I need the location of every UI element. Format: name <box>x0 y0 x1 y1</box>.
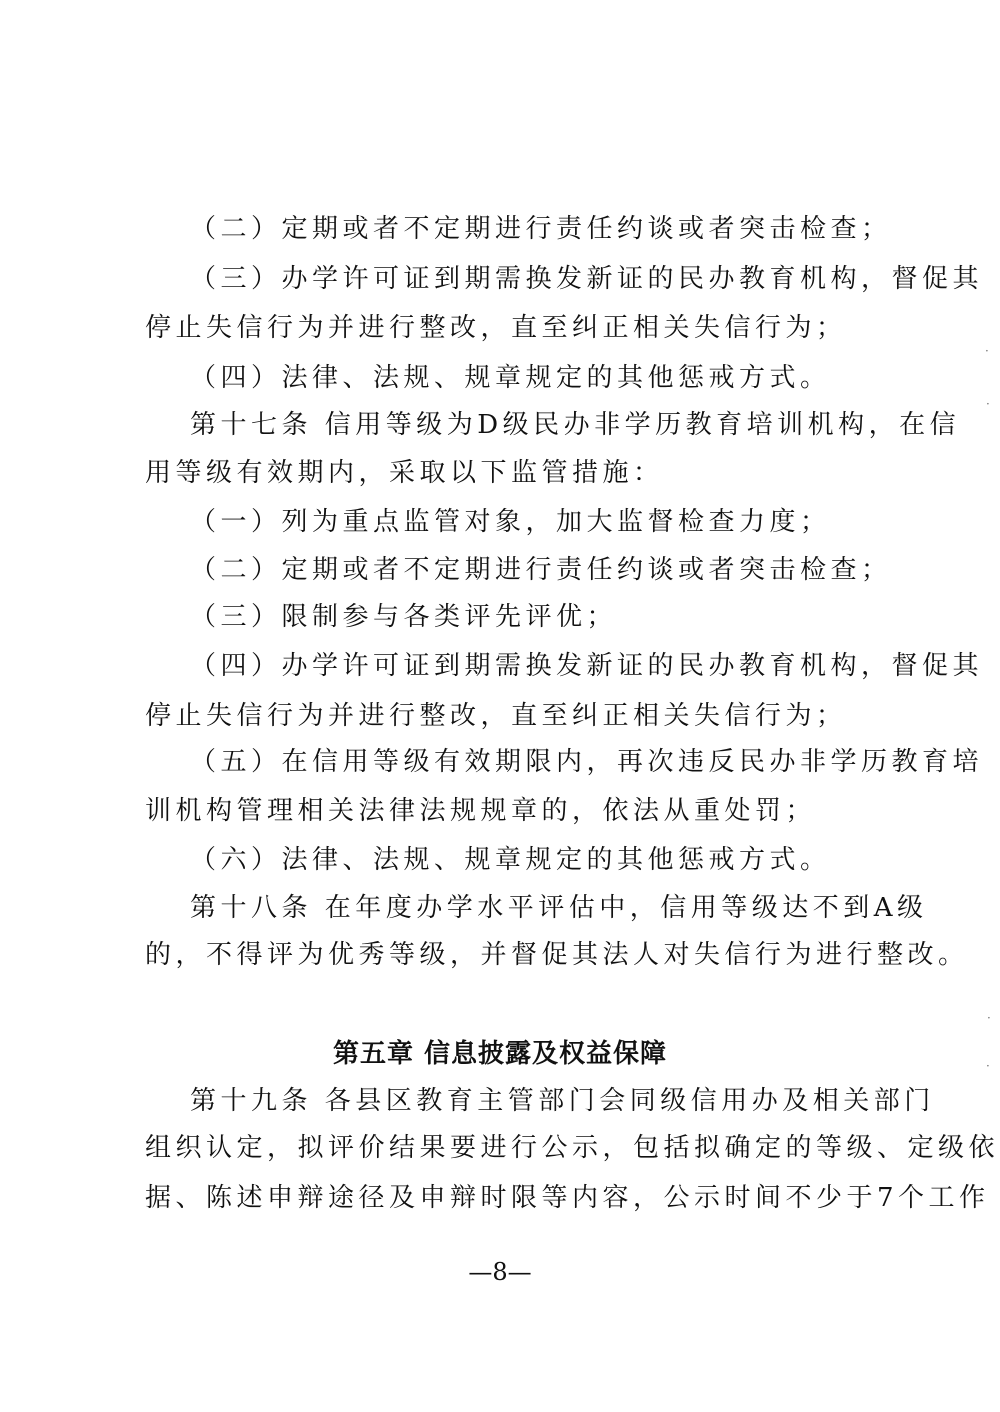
paragraph-line: 组织认定，拟评价结果要进行公示，包括拟确定的等级、定级依 <box>145 1133 1000 1163</box>
scan-speck-icon: · <box>987 1011 991 1025</box>
paragraph-line: （二）定期或者不定期进行责任约谈或者突击检查； <box>190 214 892 244</box>
scan-speck-icon: · <box>986 397 990 411</box>
paragraph-line: 据、陈述申辩途径及申辩时限等内容，公示时间不少于7个工作 <box>145 1183 990 1213</box>
article-17-line: 第十七条 信用等级为D级民办非学历教育培训机构，在信 <box>190 410 961 440</box>
page-number: —8— <box>468 1258 532 1286</box>
paragraph-line: （四）法律、法规、规章规定的其他惩戒方式。 <box>190 363 831 393</box>
scan-speck-icon: · <box>986 1059 990 1073</box>
chapter-heading: 第五章 信息披露及权益保障 <box>332 1039 668 1069</box>
paragraph-line: 用等级有效期内，采取以下监管措施： <box>145 458 664 488</box>
paragraph-line: 训机构管理相关法律法规规章的，依法从重处罚； <box>145 796 817 826</box>
paragraph-line: 停止失信行为并进行整改，直至纠正相关失信行为； <box>145 701 847 731</box>
paragraph-line: （三）限制参与各类评先评优； <box>190 602 618 632</box>
article-18-line: 第十八条 在年度办学水平评估中，信用等级达不到A级 <box>190 893 928 923</box>
paragraph-line: （四）办学许可证到期需换发新证的民办教育机构，督促其 <box>190 651 984 681</box>
paragraph-line: 的，不得评为优秀等级，并督促其法人对失信行为进行整改。 <box>145 940 969 970</box>
paragraph-line: （一）列为重点监管对象，加大监督检查力度； <box>190 507 831 537</box>
article-19-line: 第十九条 各县区教育主管部门会同级信用办及相关部门 <box>190 1086 935 1116</box>
paragraph-line: （六）法律、法规、规章规定的其他惩戒方式。 <box>190 845 831 875</box>
paragraph-line: （二）定期或者不定期进行责任约谈或者突击检查； <box>190 555 892 585</box>
paragraph-line: 停止失信行为并进行整改，直至纠正相关失信行为； <box>145 313 847 343</box>
paragraph-line: （五）在信用等级有效期限内，再次违反民办非学历教育培 <box>190 747 984 777</box>
paragraph-line: （三）办学许可证到期需换发新证的民办教育机构，督促其 <box>190 264 984 294</box>
scan-speck-icon: · <box>985 344 989 358</box>
